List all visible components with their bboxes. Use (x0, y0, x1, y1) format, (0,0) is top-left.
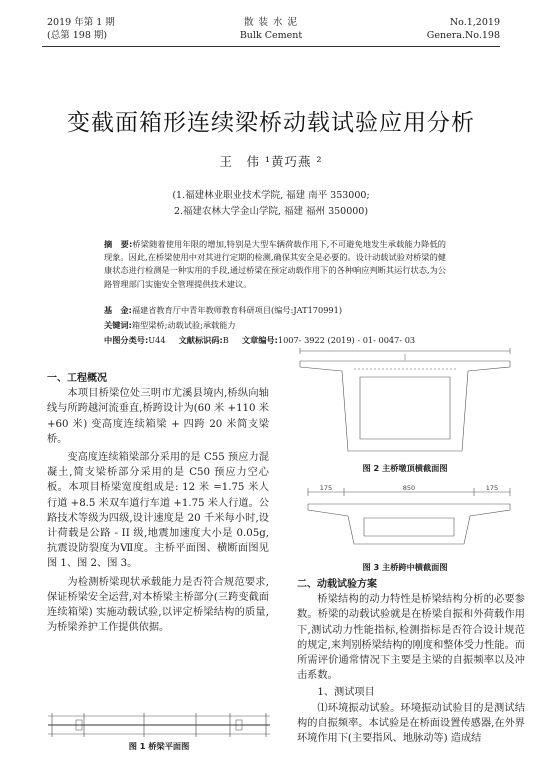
clc-value: U44 (148, 335, 166, 345)
keywords-text: 箱型梁桥;动载试验;承载能力 (131, 320, 236, 330)
affiliation-1: (1.福建林业职业技术学院, 福建 南平 353000; (172, 190, 370, 201)
figure-3-midspan-section-drawing (306, 482, 512, 552)
section-2-heading: 二、动载试验方案 (297, 579, 377, 590)
fund (104, 305, 464, 316)
keywords (104, 320, 464, 331)
dim-carriageway: 850 (402, 484, 416, 492)
figure-1-plan-drawing (46, 712, 272, 738)
section-1-paragraph-2: 变高度连续箱梁部分采用的是 C55 预应力混凝土,简支梁桥部分采用的是 C50 预应力空心板。本项目桥梁宽度组成是: 12 米 =1.75 米人行道 +8.5 米双车道行车道 +1.75 米人行道。公路技术等级为四级,设计速度是 20 千米每小时,设计荷载是公路 - II 级,地震加速度大小是 0.05g,抗震设防裂度为Ⅶ度。主桥平面图、横断面图见图 1、图 2、图 3。 (47, 452, 269, 570)
affiliation-2: 2.福建农林大学金山学院, 福建 福州 350000) (173, 206, 369, 217)
left-column (47, 371, 269, 635)
journal-issue-en (427, 16, 500, 42)
keywords-label: 关键词: (104, 320, 132, 330)
doc-label: 文献标识码: (178, 335, 223, 345)
fund-label: 基 金: (104, 305, 132, 315)
issue-total: (总第 198 期) (47, 30, 108, 41)
right-column (297, 577, 525, 746)
issue-total-en: Genera.No.198 (426, 30, 500, 41)
article-label: 文章编号: (241, 335, 278, 345)
section-1-paragraph-1: 本项目桥梁位处三明市尤溪县境内,桥纵向轴线与所跨越河流垂直,桥跨设计为(60 米 +110 米 +60 米) 变高度连续箱梁 + 四跨 20 米简支梁桥。 (47, 388, 269, 445)
section-2-paragraph-1: 桥梁结构的动力特性是桥梁结构分析的必要参数。桥梁的动载试验就是在桥梁自振和外荷载作用下,测试动力性能指标,检测指标是否符合设计规范的规定,来判别桥梁结构的刚度和整体受力性能。而所需评价通常情况下主要是主梁的自振频率以及冲击系数。 (297, 594, 525, 682)
svg-text:|: | (403, 354, 407, 361)
figure-2-caption: 图 2 主桥墩顶横截面图 (362, 463, 448, 473)
issue-number: 2019 年第 1 期 (47, 17, 115, 28)
dim-sidewalk-right: 175 (485, 484, 499, 492)
figure-2-pier-section-drawing (298, 347, 512, 457)
journal-name-cn: 散 装 水 泥 (243, 17, 299, 28)
issue-number-en: No.1,2019 (449, 17, 500, 28)
section-1-heading: 一、工程概况 (47, 373, 107, 384)
dim-sidewalk-left: 175 (319, 484, 333, 492)
header-rule (42, 46, 500, 47)
journal-name-en: Bulk Cement (239, 30, 303, 41)
authors: 王 伟 ¹黄巧燕 ² (219, 154, 323, 169)
paper-title: 变截面箱形连续梁桥动载试验应用分析 (67, 110, 475, 136)
section-2-subheading: 1、测试项目 (317, 687, 375, 699)
fund-text: 福建省教育厅中青年教师教育科研项目(编号:JAT170991) (131, 305, 343, 315)
abstract-text: 桥梁随着使用年限的增加,特别是大型车辆荷载作用下,不可避免地发生承载能力降低的现象。因此,在桥梁使用中对其进行定期的检测,确保其安全是必要的。设计动载试验对桥梁的健康状态进行检测是一种实用的手段,通过桥梁在预定动载作用下的各种响应判断其运行状态,为公路管理部门实施安全管理提供技术建议。 (104, 239, 446, 289)
abstract-label: 摘 要: (104, 239, 133, 249)
clc-label: 中图分类号: (104, 335, 149, 345)
classification (104, 335, 464, 346)
figure-1-caption: 图 1 桥梁平面图 (128, 741, 190, 751)
section-1-paragraph-3: 为检测桥梁现状承载能力是否符合规范要求,保证桥梁安全运营,对本桥梁主桥部分(三跨变截面连续箱梁) 实施动载试验,以评定桥梁结构的质量,为桥梁养护工作提供依据。 (47, 576, 269, 634)
article-value: 1007- 3922 (2019) - 01- 0047- 03 (277, 335, 416, 345)
figure-3-caption: 图 3 主桥跨中横截面图 (362, 562, 448, 572)
section-2-paragraph-2: ⑴环境振动试验。环境振动试验目的是测试结构的自振频率。本试验是在桥面设置传感器,在外界环境作用下(主要指风、地脉动等) 造成结 (297, 702, 525, 745)
abstract (104, 238, 446, 291)
doc-value: B (222, 335, 229, 345)
